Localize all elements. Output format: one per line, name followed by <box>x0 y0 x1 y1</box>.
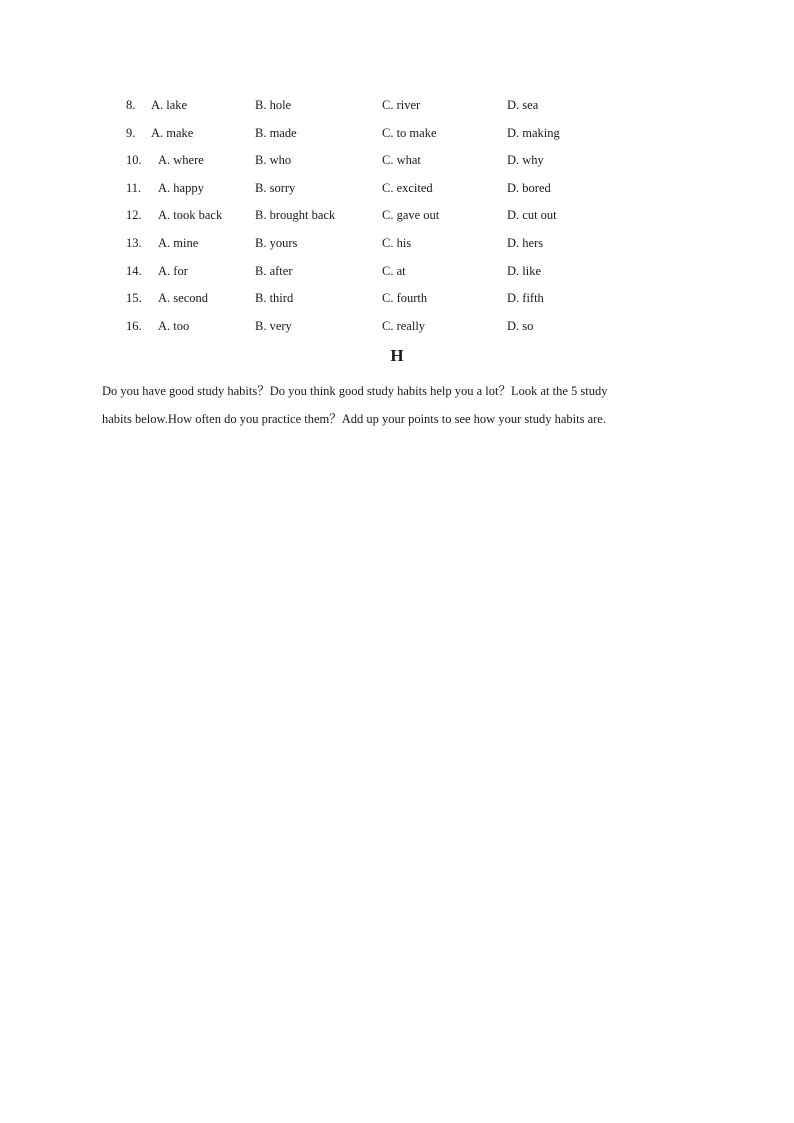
option-c: C. to make <box>382 125 437 140</box>
option-b: B. very <box>255 318 292 333</box>
option-d: D. cut out <box>507 208 557 223</box>
question-number: 13. <box>126 235 142 250</box>
option-d: D. like <box>507 263 542 278</box>
question-row <box>126 179 686 207</box>
option-a: A. too <box>158 318 190 333</box>
question-number: 15. <box>126 291 142 306</box>
option-c: C. river <box>382 98 421 112</box>
option-c: C. excited <box>382 180 433 195</box>
option-d: D. hers <box>507 235 544 250</box>
question-row <box>126 289 686 317</box>
question-number: 12. <box>126 208 142 223</box>
passage-line: habits below.How often do you practice them？Add up your points to see how your study habits are. <box>102 411 606 426</box>
option-b: B. sorry <box>255 180 296 195</box>
option-c: C. fourth <box>382 291 428 306</box>
option-a: A. second <box>158 291 208 306</box>
question-row <box>126 234 686 262</box>
question-row <box>126 151 686 179</box>
question-number: 11. <box>126 180 142 195</box>
question-row <box>126 317 686 345</box>
option-b: B. after <box>255 263 293 278</box>
option-a: A. for <box>158 263 188 278</box>
option-d: D. so <box>507 318 534 333</box>
option-c: C. at <box>382 263 406 278</box>
multiple-choice-list <box>126 96 686 344</box>
option-c: C. his <box>382 235 412 250</box>
question-number: 16. <box>126 318 142 333</box>
option-d: D. sea <box>507 98 539 112</box>
passage-line: Do you have good study habits？Do you think good study habits help you a lot？Look at the 5 study <box>102 384 608 398</box>
option-b: B. hole <box>255 98 292 112</box>
option-d: D. fifth <box>507 291 544 306</box>
question-number: 8. <box>126 98 136 112</box>
option-d: D. making <box>507 125 560 140</box>
reading-passage <box>102 378 702 433</box>
option-d: D. why <box>507 153 544 168</box>
option-a: A. happy <box>158 180 204 195</box>
question-row <box>126 124 686 152</box>
question-row <box>126 206 686 234</box>
option-b: B. brought back <box>255 208 336 223</box>
option-a: A. make <box>151 125 194 140</box>
option-c: C. really <box>382 318 426 333</box>
option-b: B. made <box>255 125 297 140</box>
question-row <box>126 262 686 290</box>
option-c: C. gave out <box>382 208 440 223</box>
option-d: D. bored <box>507 180 551 195</box>
question-row <box>126 96 686 124</box>
option-a: A. where <box>158 153 204 168</box>
question-number: 9. <box>126 125 136 140</box>
option-b: B. third <box>255 291 294 306</box>
option-a: A. mine <box>158 235 199 250</box>
option-b: B. yours <box>255 235 298 250</box>
option-b: B. who <box>255 153 292 168</box>
option-a: A. took back <box>158 208 223 223</box>
option-c: C. what <box>382 153 421 168</box>
question-number: 14. <box>126 263 142 278</box>
question-number: 10. <box>126 153 142 168</box>
section-heading: H <box>390 346 404 365</box>
option-a: A. lake <box>151 98 188 112</box>
